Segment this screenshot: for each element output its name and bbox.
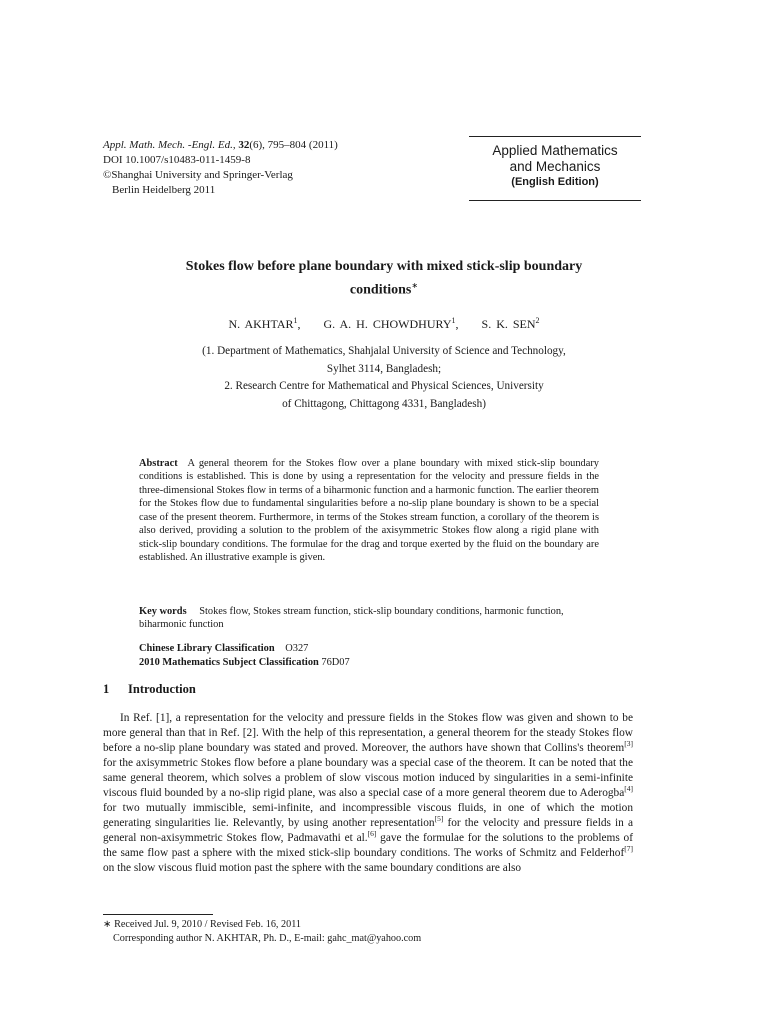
section-heading [103, 682, 196, 697]
paper-title [100, 257, 668, 300]
corresponding-author: Corresponding author N. AKHTAR, Ph. D., E-mail: gahc_mat@yahoo.com [113, 933, 422, 944]
intro-text: for the velocity and pressure fields in a general non-axisymmetric Stokes flow, Padmavathi et al. [103, 817, 633, 845]
intro-paragraph [103, 711, 633, 877]
abstract-text: A general theorem for the Stokes flow over a plane boundary with mixed stick-slip boundary conditions is established. This is done by using a representation for the velocity and pressure fields in the three-dimensional Stokes flow in terms of a biharmonic function and a harmonic function. The earlier theorem for the Stokes flow due to fundamental singularities before a no-slip plane boundary is shown to be a special case of the present theorem. Furthermore, in terms of the Stokes stream function, a corollary of the theorem is also derived, providing a solution to the problem of the axisymmetric Stokes flow along a rigid plane with stick-slip boundary conditions. The formulae for the drag and torque exerted by the fluid on the boundary are established. An illustrative example is given. [139, 458, 599, 564]
title-line2-text: conditions [349, 282, 412, 298]
citation-ref: [5] [434, 814, 444, 824]
msc-value: 76D07 [321, 656, 350, 668]
author-affiliation-mark: 2 [535, 316, 540, 325]
footnote-rule [103, 914, 213, 915]
classification-block [139, 642, 350, 669]
intro-text: for the axisymmetric Stokes flow before a plane boundary was a special case of the theorem. It can be noted that the same general theorem, which solves a problem of slow viscous motion induced by singularities in a semi-infinite viscous fluid bounded by a no-slip rigid plane, was also a special case of a more general theorem due to Aderogba [103, 757, 633, 800]
intro-text: gave the formulae for the solutions to the problems of the same flow past a sphere with the mixed stick-slip boundary conditions. The works of Schmitz and Felderhof [103, 832, 633, 860]
title-footnote-mark: ∗ [411, 281, 419, 290]
title-line2 [100, 276, 668, 300]
intro-text: for two mutually immiscible, semi-infinite, and incompressible viscous fluids, in one of which the motion generating singularities lie. Relevantly, by using another representation [103, 802, 633, 830]
publisher-line: Berlin Heidelberg 2011 [112, 184, 216, 196]
citation-pages: (6), 795–804 (2011) [249, 139, 338, 151]
clc-label: Chinese Library Classification [139, 643, 275, 654]
author-name: N. AKHTAR [228, 317, 294, 331]
doi-line: DOI 10.1007/s10483-011-1459-8 [103, 154, 251, 166]
affiliations [100, 343, 668, 413]
keywords [139, 605, 599, 632]
affiliation-line: 2. Research Centre for Mathematical and Physical Sciences, University [224, 380, 544, 392]
journal-name-box [469, 136, 641, 201]
abstract-label: Abstract [139, 458, 178, 469]
author-affiliation-mark: 1 [451, 316, 456, 325]
section-title: Introduction [128, 682, 196, 696]
citation-volume: 32 [238, 139, 250, 151]
intro-text: on the slow viscous fluid motion past the sphere with the same boundary conditions are also [103, 862, 522, 875]
footnote [103, 918, 421, 946]
affiliation-line: (1. Department of Mathematics, Shahjalal University of Science and Technology, [202, 345, 566, 357]
clc-value: O327 [285, 643, 309, 654]
keywords-text: Stokes flow, Stokes stream function, stick-slip boundary conditions, harmonic function, biharmonic function [139, 606, 564, 631]
citation-ref: [6] [367, 829, 377, 839]
journal-edition: (English Edition) [511, 176, 599, 188]
citation-journal: Appl. Math. Mech. -Engl. Ed., [103, 139, 236, 151]
author-affiliation-mark: 1 [293, 316, 298, 325]
intro-text: In Ref. [1], a representation for the velocity and pressure fields in the Stokes flow was given and shown to be more general than that in Ref. [2]. With the help of this representation, a general theorem for the steady Stokes flow before a no-slip plane boundary was stated and proved. Moreover, the authors have shown that Collins's theorem [103, 712, 633, 755]
citation-line [103, 138, 338, 153]
author-list: N. AKHTAR$^1$, G. A. H. CHOWDHURY$^1$, S. K. SEN$^2$ [228, 316, 540, 331]
msc-line [139, 656, 350, 670]
introduction-body [103, 711, 633, 877]
abstract [139, 457, 599, 565]
author-name: S. K. SEN [481, 317, 536, 331]
section-number: 1 [103, 682, 110, 696]
citation-block [103, 138, 338, 198]
keywords-label: Key words [139, 606, 187, 617]
author-name: G. A. H. CHOWDHURY [323, 317, 452, 331]
journal-name-line2: and Mechanics [509, 159, 601, 174]
received-dates: ∗ Received Jul. 9, 2010 / Revised Feb. 16, 2011 [103, 919, 302, 930]
msc-label: 2010 Mathematics Subject Classification [139, 656, 319, 668]
journal-name-line1: Applied Mathematics [492, 143, 618, 158]
copyright-line: ©Shanghai University and Springer-Verlag [103, 169, 293, 181]
clc-line [139, 642, 350, 656]
citation-ref: [4] [624, 784, 633, 794]
affiliation-line: Sylhet 3114, Bangladesh; [326, 362, 442, 375]
citation-ref: [7] [624, 844, 633, 854]
affiliation-line: of Chittagong, Chittagong 4331, Bangladesh) [282, 397, 486, 410]
title-line1: Stokes flow before plane boundary with mixed stick-slip boundary [185, 259, 583, 274]
citation-ref: [3] [624, 739, 633, 749]
